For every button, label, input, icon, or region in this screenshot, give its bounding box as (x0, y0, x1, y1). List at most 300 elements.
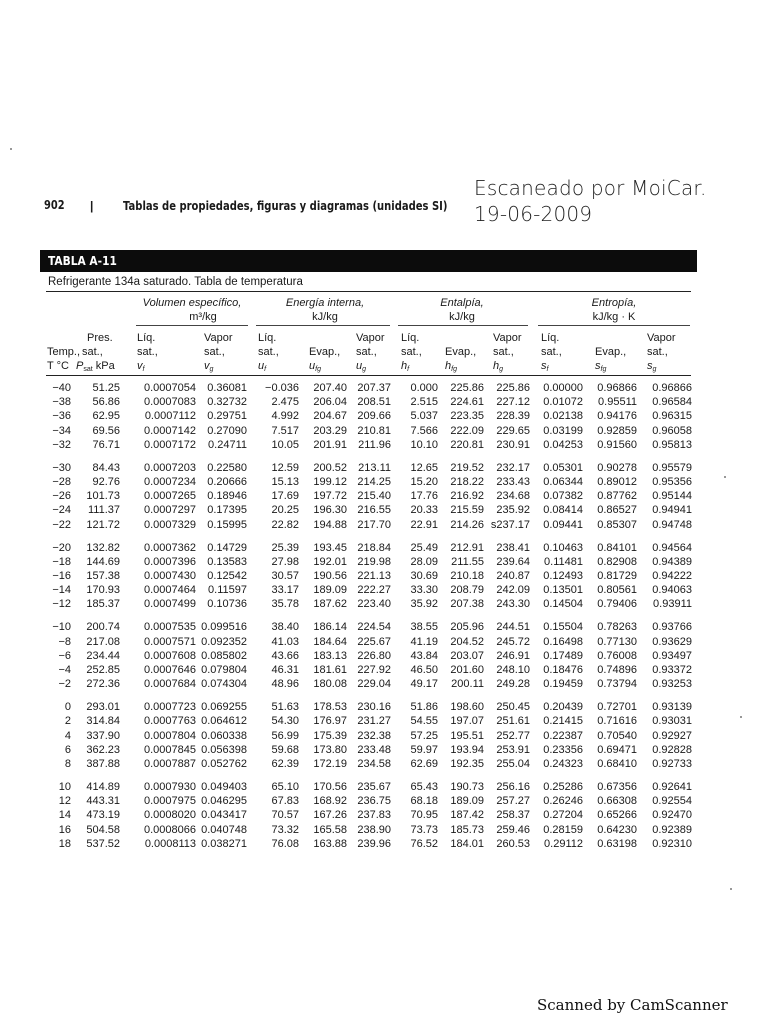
scan-speck (10, 148, 12, 150)
table-row (0, 729, 768, 743)
cell-sf: 0.24323 (543, 758, 583, 770)
cell-hfg: 203.07 (450, 649, 484, 662)
cell-sf: 0.12493 (543, 570, 583, 582)
cell-ufg: 165.58 (313, 823, 347, 836)
cell-hf: 43.84 (410, 649, 438, 662)
cell-uf: 46.31 (271, 664, 299, 676)
cell-uf: 2.475 (271, 396, 299, 409)
cell-uf: 38.40 (271, 621, 299, 634)
cell-vg: 0.079804 (201, 664, 247, 676)
cell-vg: 0.15995 (207, 518, 247, 531)
cell-hg: 230.91 (496, 438, 530, 451)
table-row (0, 620, 768, 634)
cell-vf: 0.0007608 (144, 649, 196, 662)
cell-hg: 249.28 (496, 678, 530, 691)
cell-hg: 258.37 (496, 809, 530, 822)
cell-sf: 0.23356 (543, 743, 583, 756)
cell-sf: 0.29112 (544, 837, 583, 850)
cell-sf: 0.17489 (543, 649, 583, 662)
cell-pres: 473.19 (86, 809, 120, 822)
cell-vf: 0.0008020 (144, 809, 196, 822)
group-entropy-rule (538, 325, 690, 326)
cell-hg: 259.46 (496, 823, 530, 836)
cell-hfg: 211.55 (451, 555, 484, 568)
cell-vg: 0.17395 (207, 504, 247, 517)
cell-ufg: 173.80 (313, 743, 347, 756)
cell-hg: 229.65 (496, 424, 530, 437)
cell-vg: 0.22580 (207, 461, 247, 474)
cell-sfg: 0.95511 (598, 396, 637, 409)
table-row (0, 583, 768, 597)
cell-hg: 238.41 (496, 541, 530, 554)
cell-sg: 0.94222 (652, 570, 692, 582)
scan-speck (730, 888, 732, 890)
cell-sf: 0.25286 (543, 781, 583, 793)
cell-sf: 0.00000 (543, 382, 583, 394)
cell-temp: −24 (52, 504, 71, 517)
cell-hf: 7.566 (410, 424, 438, 437)
cell-sfg: 0.64230 (597, 823, 637, 836)
cell-vf: 0.0007265 (144, 490, 196, 503)
cell-sg: 0.93031 (652, 715, 692, 728)
table-top-rule (46, 291, 691, 292)
table-row (0, 489, 768, 503)
cell-hfg: 210.18 (450, 570, 484, 582)
cell-temp: −26 (52, 490, 71, 503)
cell-temp: −12 (52, 598, 71, 611)
cell-hfg: 218.22 (450, 476, 484, 488)
cell-temp: −8 (58, 635, 71, 648)
cell-vg: 0.18946 (207, 490, 247, 503)
cell-hf: 33.30 (410, 584, 438, 597)
cell-ufg: 170.56 (313, 781, 347, 793)
cell-ufg: 189.09 (313, 584, 347, 597)
cell-uf: 48.96 (271, 678, 299, 691)
cell-vf: 0.0007112 (144, 410, 196, 423)
cell-pres: 443.31 (86, 795, 120, 808)
cell-sg: 0.95356 (652, 476, 692, 488)
cell-uf: 25.39 (271, 541, 299, 554)
cell-uf: 65.10 (271, 781, 299, 793)
cell-hg: 244.51 (496, 621, 530, 634)
cell-vg: 0.064612 (201, 715, 247, 728)
cell-hfg: 223.35 (450, 410, 484, 423)
cell-pres: 170.93 (86, 584, 120, 597)
cell-sfg: 0.94176 (597, 410, 637, 423)
scan-note-date: 19-06-2009 (474, 202, 593, 226)
cell-temp: −28 (52, 476, 71, 488)
cell-vf: 0.0007930 (144, 781, 196, 793)
cell-sg: 0.93253 (652, 678, 692, 691)
cell-hf: 38.55 (410, 621, 438, 634)
cell-hg: 225.86 (496, 382, 530, 394)
cell-ufg: 183.13 (313, 649, 347, 662)
cell-hg: 240.87 (496, 570, 530, 582)
table-row (0, 663, 768, 677)
cell-pres: 537.52 (86, 837, 120, 850)
cell-ug: 234.58 (357, 758, 391, 770)
group-entropy: Entropía, (591, 297, 637, 309)
cell-hfg: 190.73 (450, 781, 484, 793)
cell-hf: 12.65 (410, 461, 438, 474)
cell-ug: 223.40 (357, 598, 391, 611)
cell-uf: 15.13 (271, 476, 299, 488)
cell-pres: 62.95 (92, 410, 120, 423)
cell-vg: 0.049403 (201, 781, 247, 793)
group-energy-rule (256, 325, 390, 326)
cell-vg: 0.20666 (207, 476, 247, 488)
cell-sfg: 0.87762 (597, 490, 637, 503)
cell-ug: 208.51 (357, 396, 391, 409)
cell-ufg: 168.92 (313, 795, 347, 808)
cell-ufg: 199.12 (313, 476, 347, 488)
cell-pres: 121.72 (86, 518, 120, 531)
cell-vg: 0.32732 (207, 396, 247, 409)
cell-temp: 6 (64, 743, 71, 756)
cell-hfg: 222.09 (450, 424, 484, 437)
cell-temp: 12 (58, 795, 71, 808)
cell-vf: 0.0007234 (144, 476, 196, 488)
cell-hfg: 197.07 (450, 715, 484, 728)
cell-ufg: 197.72 (313, 490, 347, 503)
cell-ug: 214.25 (357, 476, 391, 488)
cell-sf: 0.16498 (543, 635, 583, 648)
table-row (0, 541, 768, 555)
cell-hfg: 200.11 (451, 678, 484, 691)
cell-vf: 0.0007499 (144, 598, 196, 611)
cell-pres: 272.36 (86, 678, 120, 691)
cell-sg: 0.95144 (652, 490, 692, 503)
cell-hfg: 216.92 (450, 490, 484, 503)
cell-vf: 0.0007329 (144, 518, 196, 531)
cell-sfg: 0.91560 (597, 438, 637, 451)
cell-hg: 245.72 (496, 635, 530, 648)
cell-sfg: 0.81729 (597, 570, 637, 582)
cell-ug: 211.96 (358, 438, 391, 451)
cell-vf: 0.0007535 (144, 621, 196, 634)
cell-vg: 0.10736 (207, 598, 247, 611)
cell-hg: 253.91 (496, 743, 530, 756)
cell-sf: 0.01072 (543, 396, 583, 409)
cell-sfg: 0.65266 (597, 809, 637, 822)
cell-sg: 0.93139 (652, 701, 692, 714)
table-row (0, 518, 768, 532)
cell-ug: 209.66 (357, 410, 391, 423)
cell-vf: 0.0007297 (144, 504, 196, 517)
cell-pres: 217.08 (86, 635, 120, 648)
cell-temp: −34 (52, 424, 71, 437)
cell-sfg: 0.76008 (597, 649, 637, 662)
cell-sg: 0.93497 (652, 649, 692, 662)
cell-uf: 54.30 (271, 715, 299, 728)
cell-vf: 0.0007362 (144, 541, 196, 554)
cell-hg: 228.39 (496, 410, 530, 423)
cell-pres: 414.89 (86, 781, 120, 793)
cell-sfg: 0.96866 (597, 382, 637, 394)
cell-sfg: 0.69471 (597, 743, 637, 756)
cell-pres: 157.38 (86, 570, 120, 582)
cell-temp: −22 (52, 518, 71, 531)
cell-hf: 57.25 (410, 729, 438, 742)
cell-sg: 0.96058 (652, 424, 692, 437)
cell-sf: 0.02138 (543, 410, 583, 423)
cell-vf: 0.0008113 (144, 837, 196, 850)
cell-sg: 0.92470 (652, 809, 692, 822)
cell-vg: 0.074304 (201, 678, 247, 691)
table-row (0, 461, 768, 475)
group-energy-unit: kJ/kg (312, 311, 338, 323)
cell-vg: 0.12542 (207, 570, 247, 582)
cell-temp: −10 (52, 621, 71, 634)
cell-pres: 337.90 (86, 729, 120, 742)
cell-vf: 0.0007804 (144, 729, 196, 742)
table-row (0, 700, 768, 714)
cell-hf: 68.18 (410, 795, 438, 808)
cell-uf: 59.68 (271, 743, 299, 756)
cell-sfg: 0.82908 (597, 555, 637, 568)
table-row (0, 649, 768, 663)
cell-uf: 27.98 (271, 555, 299, 568)
cell-uf: 10.05 (271, 438, 299, 451)
cell-sfg: 0.68410 (597, 758, 637, 770)
cell-temp: −4 (58, 664, 71, 676)
table-row (0, 424, 768, 438)
cell-ufg: 206.04 (313, 396, 347, 409)
table-row (0, 794, 768, 808)
cell-uf: 76.08 (271, 837, 299, 850)
cell-hf: 76.52 (410, 837, 438, 850)
table-row (0, 438, 768, 452)
table-row (0, 569, 768, 583)
cell-sg: 0.93911 (653, 598, 692, 611)
cell-hg: 243.30 (496, 598, 530, 611)
cell-hfg: 201.60 (450, 664, 484, 676)
table-row (0, 677, 768, 691)
cell-hfg: 187.42 (450, 809, 484, 822)
cell-ug: 237.83 (357, 809, 391, 822)
cell-ufg: 201.91 (313, 438, 347, 451)
cell-temp: −2 (58, 678, 71, 691)
cell-uf: 35.78 (271, 598, 299, 611)
cell-uf: 41.03 (271, 635, 299, 648)
scan-speck (740, 716, 742, 718)
group-volume-rule (136, 325, 248, 326)
cell-hfg: 193.94 (450, 743, 484, 756)
cell-sg: 0.94564 (652, 541, 692, 554)
cell-sfg: 0.77130 (597, 635, 637, 648)
cell-sfg: 0.79406 (597, 598, 637, 611)
cell-ug: 210.81 (357, 424, 391, 437)
table-label: TABLA A-11 (48, 253, 117, 268)
cell-pres: 84.43 (92, 461, 120, 474)
cell-ug: 216.55 (357, 504, 391, 517)
cell-hfg: 220.81 (450, 438, 484, 451)
cell-ug: 221.13 (357, 570, 391, 582)
table-banner (40, 250, 697, 272)
page-heading: Tablas de propiedades, figuras y diagramas (unidades SI) (123, 198, 448, 213)
cell-pres: 387.88 (86, 758, 120, 770)
cell-vg: 0.043417 (201, 809, 247, 822)
cell-ug: 233.48 (357, 743, 391, 756)
cell-sf: 0.18476 (543, 664, 583, 676)
cell-vg: 0.052762 (201, 758, 247, 770)
cell-sg: 0.93372 (652, 664, 692, 676)
table-caption: Refrigerante 134a saturado. Tabla de temperatura (48, 276, 303, 288)
cell-ug: 229.04 (357, 678, 391, 691)
cell-vg: 0.099516 (201, 621, 247, 634)
cell-ufg: 193.45 (313, 541, 347, 554)
table-row (0, 503, 768, 517)
cell-hf: 25.49 (410, 541, 438, 554)
cell-sf: 0.10463 (543, 541, 583, 554)
cell-hf: 51.86 (410, 701, 438, 714)
cell-vg: 0.092352 (201, 635, 247, 648)
cell-uf: 73.32 (271, 823, 299, 836)
cell-temp: −40 (52, 382, 71, 394)
cell-sfg: 0.63198 (597, 837, 637, 850)
cell-sfg: 0.66308 (597, 795, 637, 808)
cell-uf: 7.517 (271, 424, 299, 437)
cell-temp: −16 (52, 570, 71, 582)
table-row (0, 823, 768, 837)
cell-sg: 0.96584 (652, 396, 692, 409)
cell-sg: 0.93629 (652, 635, 692, 648)
cell-temp: −6 (58, 649, 71, 662)
cell-sf: 0.14504 (543, 598, 583, 611)
cell-sg: 0.92389 (652, 823, 692, 836)
cell-sfg: 0.74896 (597, 664, 637, 676)
cell-temp: 18 (58, 837, 71, 850)
cell-sg: 0.95579 (652, 461, 692, 474)
table-row (0, 837, 768, 851)
cell-vg: 0.060338 (201, 729, 247, 742)
table-row (0, 780, 768, 794)
cell-ufg: 178.53 (313, 701, 347, 714)
table-row (0, 555, 768, 569)
cell-temp: −20 (52, 541, 71, 554)
cell-vf: 0.0007172 (144, 438, 196, 451)
cell-vg: 0.13583 (207, 555, 247, 568)
cell-ufg: 194.88 (313, 518, 347, 531)
cell-hf: 59.97 (410, 743, 438, 756)
cell-sfg: 0.70540 (597, 729, 637, 742)
cell-ug: 215.40 (357, 490, 391, 503)
cell-temp: 8 (64, 758, 71, 770)
cell-hg: 255.04 (496, 758, 530, 770)
cell-vf: 0.0007763 (144, 715, 196, 728)
cell-sf: 0.06344 (543, 476, 583, 488)
cell-hfg: 184.01 (450, 837, 484, 850)
table-row (0, 409, 768, 423)
cell-temp: 10 (58, 781, 71, 793)
group-volume: Volumen específico, (142, 297, 242, 309)
cell-ug: 238.90 (357, 823, 391, 836)
cell-sfg: 0.67356 (597, 781, 637, 793)
cell-ug: 232.38 (357, 729, 391, 742)
cell-pres: 132.82 (86, 541, 120, 554)
table-row (0, 743, 768, 757)
cell-sg: 0.92733 (652, 758, 692, 770)
cell-hfg: 215.59 (450, 504, 484, 517)
scan-speck (724, 476, 726, 478)
cell-vg: 0.14729 (207, 541, 247, 554)
cell-temp: −38 (52, 396, 71, 409)
cell-sg: 0.92554 (652, 795, 692, 808)
cell-hf: 62.69 (410, 758, 438, 770)
cell-sf: 0.15504 (543, 621, 583, 634)
cell-ug: 236.75 (357, 795, 391, 808)
cell-hg: s237.17 (490, 518, 530, 531)
cell-hfg: 189.09 (450, 795, 484, 808)
cell-hf: 22.91 (410, 518, 438, 531)
cell-sf: 0.11481 (544, 555, 583, 568)
cell-sf: 0.28159 (543, 823, 583, 836)
page-header (0, 0, 768, 240)
scan-note (474, 175, 707, 227)
cell-sf: 0.03199 (543, 424, 583, 437)
cell-vf: 0.0008066 (144, 823, 196, 836)
cell-sf: 0.04253 (543, 438, 583, 451)
cell-hf: 20.33 (410, 504, 438, 517)
cell-vg: 0.27090 (207, 424, 247, 437)
cell-hfg: 212.91 (450, 541, 484, 554)
cell-pres: 185.37 (86, 598, 120, 611)
cell-vg: 0.29751 (207, 410, 247, 423)
cell-ufg: 180.08 (313, 678, 347, 691)
cell-vg: 0.11597 (208, 584, 247, 597)
cell-vf: 0.0007887 (144, 758, 196, 770)
cell-ufg: 207.40 (313, 382, 347, 394)
cell-hfg: 204.52 (450, 635, 484, 648)
cell-hg: 256.16 (496, 781, 530, 793)
cell-uf: 20.25 (271, 504, 299, 517)
cell-sfg: 0.92859 (597, 424, 637, 437)
cell-ufg: 196.30 (313, 504, 347, 517)
cell-vf: 0.0007464 (144, 584, 196, 597)
cell-sg: 0.92828 (652, 743, 692, 756)
cell-sg: 0.92927 (652, 729, 692, 742)
cell-vf: 0.0007054 (144, 382, 196, 394)
cell-hf: 41.19 (410, 635, 438, 648)
cell-hg: 246.91 (496, 649, 530, 662)
group-volume-unit: m³/kg (189, 311, 217, 323)
cell-temp: −32 (52, 438, 71, 451)
cell-vf: 0.0007723 (144, 701, 196, 714)
cell-uf: 62.39 (271, 758, 299, 770)
cell-pres: 111.37 (87, 504, 120, 517)
table-row (0, 381, 768, 395)
cell-hf: 15.20 (410, 476, 438, 488)
cell-hf: 5.037 (410, 410, 438, 423)
table-row (0, 395, 768, 409)
cell-ug: 239.96 (357, 837, 391, 850)
cell-uf: 33.17 (271, 584, 299, 597)
cell-hf: 49.17 (410, 678, 438, 691)
cell-sg: 0.96315 (652, 410, 692, 423)
cell-sf: 0.21415 (543, 715, 583, 728)
cell-sfg: 0.73794 (597, 678, 637, 691)
cell-hf: 54.55 (410, 715, 438, 728)
cell-uf: 56.99 (271, 729, 299, 742)
table-row (0, 475, 768, 489)
cell-ufg: 176.97 (313, 715, 347, 728)
cell-pres: 362.23 (86, 743, 120, 756)
cell-pres: 51.25 (92, 382, 120, 394)
cell-hg: 235.92 (496, 504, 530, 517)
cell-ug: 207.37 (357, 382, 391, 394)
cell-ug: 230.16 (357, 701, 391, 714)
cell-pres: 76.71 (92, 438, 120, 451)
